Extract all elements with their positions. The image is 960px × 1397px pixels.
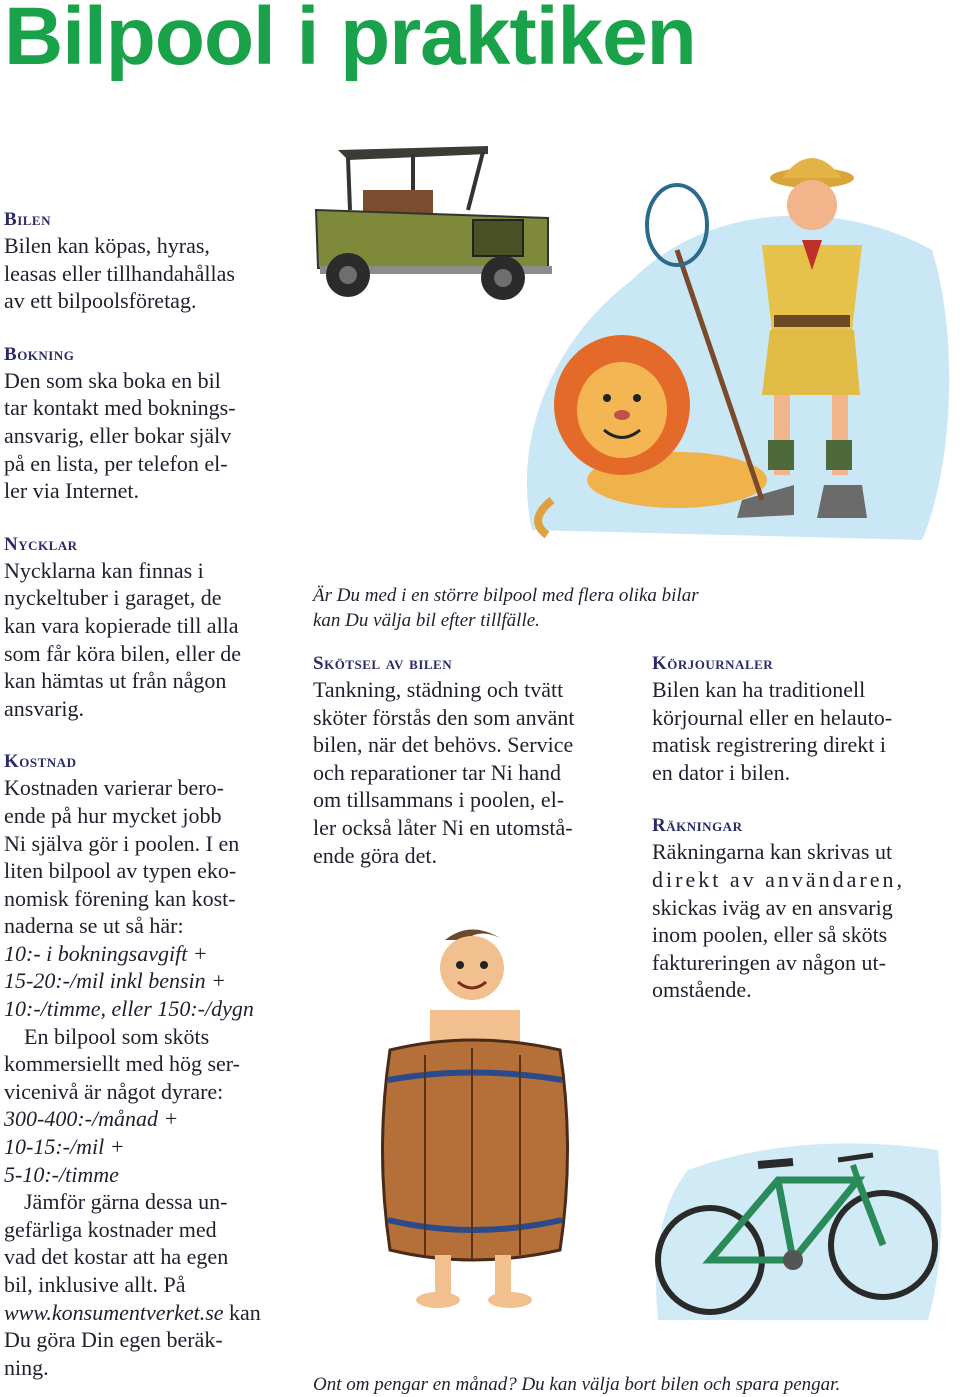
section-nycklar — [4, 533, 261, 723]
heading-bilen: Bilen — [4, 209, 51, 230]
section-bilen — [4, 208, 261, 315]
text-rakningar: Räkningarna kan skrivas ut direkt av användaren, skickas iväg av en ansvarig inom poolen, eller så sköts faktureringen av någon ut- omstående. — [652, 839, 905, 1003]
middle-column — [313, 652, 603, 897]
barrel-boy-illustration — [370, 920, 600, 1315]
barrel-boy-icon — [370, 920, 600, 1315]
section-kostnad — [4, 750, 261, 1381]
heading-bokning: Bokning — [4, 343, 75, 365]
price-line: 10-15:-/mil + — [4, 1134, 125, 1160]
right-column — [652, 652, 922, 1032]
price-line: 300-400:-/månad + — [4, 1106, 179, 1132]
text-korjournaler: Bilen kan ha traditionell körjournal eller en helauto- matisk registrering direkt i en dator i bilen. — [652, 677, 893, 785]
heading-korjournaler: Körjournaler — [652, 653, 774, 674]
price-line: 10:- i bokningsavgift + — [4, 940, 208, 966]
text-bilen: Bilen kan köpas, hyras, leasas eller tillhandahållas av ett bilpoolsföretag. — [4, 233, 235, 314]
caption-bottom: Ont om pengar en månad? Du kan välja bort bilen och spara pengar. — [313, 1374, 841, 1395]
heading-skotsel: Skötsel av bilen — [313, 653, 453, 674]
heading-rakningar: Räkningar — [652, 815, 743, 837]
text-nycklar: Nycklarna kan finnas i nyckeltuber i garaget, de kan vara kopierade till alla som får köra bilen, eller de kan hämtas ut från någon ansvarig. — [4, 557, 242, 721]
price-line: 15-20:-/mil inkl bensin + — [4, 968, 226, 994]
text-bokning: Den som ska boka en bil tar kontakt med boknings- ansvarig, eller bokar själv på en lista, per telefon el- ler via Internet. — [4, 367, 236, 504]
price-line: 5-10:-/timme — [4, 1161, 119, 1187]
website-link[interactable]: www.konsumentverket.se — [4, 1299, 224, 1325]
text-skotsel: Tankning, städning och tvätt sköter förstås den som använt bilen, när det behövs. Service och reparationer tar Ni hand om tillsammans i poolen, el- ler också låter Ni en utomstå- ende göra det. — [313, 677, 575, 868]
text-kostnad: Kostnaden varierar bero- ende på hur mycket jobb Ni själva gör i poolen. I en liten bilpool av typen eko- nomisk förening kan kost- naderna se ut så här: 10:- i bokningsavgift + 15-20:-/mil inkl bensin + 10:-/timme, eller 150:-/dygn En bilpool som sköts kommersiellt med hög ser- vicenivå är något dyrare: 300-400:-/månad + 10-15:-/mil + 5-10:-/timme Jämför gärna dessa un- gefärliga kostnader med vad det kostar att ha egen bil, inklusive allt. På www.konsumentverket.se kan Du göra Din egen beräk- ning. — [4, 775, 261, 1380]
heading-kostnad: Kostnad — [4, 751, 77, 773]
price-line: 10:-/timme, eller 150:-/dygn — [4, 996, 254, 1022]
section-bokning — [4, 343, 261, 505]
heading-nycklar: Nycklar — [4, 533, 78, 555]
bicycle-icon — [648, 1070, 948, 1330]
page-title: Bilpool i praktiken — [4, 0, 696, 82]
left-column — [4, 208, 261, 1381]
lion-explorer-illustration — [512, 140, 960, 555]
bicycle-illustration — [648, 1070, 948, 1330]
caption-top: Är Du med i en större bilpool med flera olika bilar kan Du välja bil efter tillfälle. — [313, 585, 699, 631]
